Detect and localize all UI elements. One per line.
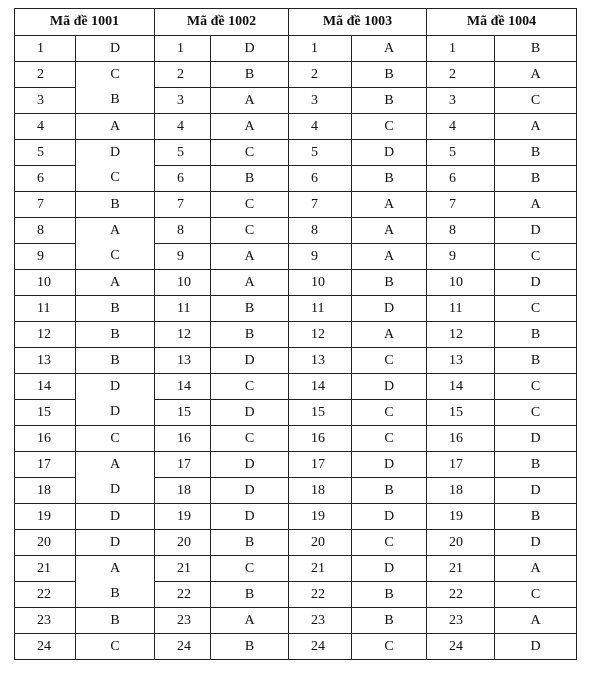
question-number-1004: 11 <box>427 296 495 322</box>
answer-1004: A <box>495 608 577 634</box>
question-number-1003: 8 <box>289 218 352 244</box>
question-number-1001: 11 <box>15 296 76 322</box>
question-number-1004: 14 <box>427 374 495 400</box>
answer-1004: B <box>495 140 577 166</box>
table-row <box>15 374 577 400</box>
question-number-1002: 12 <box>155 322 211 348</box>
question-number-1004: 10 <box>427 270 495 296</box>
question-number-1003: 18 <box>289 478 352 504</box>
answer-1004: D <box>495 218 577 244</box>
table-row <box>15 166 577 192</box>
question-number-1001: 7 <box>15 192 76 218</box>
answer-1002: D <box>211 400 289 426</box>
question-number-1001: 20 <box>15 530 76 556</box>
question-number-1002: 22 <box>155 582 211 608</box>
answer-rows <box>15 36 577 660</box>
question-number-1004: 18 <box>427 478 495 504</box>
answer-1001: C <box>76 62 155 88</box>
answer-1001: D <box>76 504 155 530</box>
answer-1003: B <box>352 88 427 114</box>
question-number-1001: 16 <box>15 426 76 452</box>
question-number-1001: 3 <box>15 88 76 114</box>
answer-1004: D <box>495 270 577 296</box>
answer-1001: B <box>76 192 155 218</box>
question-number-1001: 19 <box>15 504 76 530</box>
answer-1001: C <box>76 426 155 452</box>
question-number-1004: 24 <box>427 634 495 660</box>
question-number-1004: 9 <box>427 244 495 270</box>
answer-1004: B <box>495 36 577 62</box>
table-row <box>15 582 577 608</box>
question-number-1003: 11 <box>289 296 352 322</box>
answer-1001: D <box>76 36 155 62</box>
answer-1001: A <box>76 114 155 140</box>
answer-1004: B <box>495 322 577 348</box>
question-number-1002: 2 <box>155 62 211 88</box>
question-number-1002: 7 <box>155 192 211 218</box>
answer-1002: B <box>211 530 289 556</box>
question-number-1001: 17 <box>15 452 76 478</box>
question-number-1001: 21 <box>15 556 76 582</box>
question-number-1004: 15 <box>427 400 495 426</box>
table-row <box>15 218 577 244</box>
answer-1002: B <box>211 322 289 348</box>
table-row <box>15 192 577 218</box>
question-number-1004: 13 <box>427 348 495 374</box>
question-number-1003: 7 <box>289 192 352 218</box>
answer-1004: C <box>495 244 577 270</box>
answer-1001: C <box>76 166 155 192</box>
question-number-1002: 3 <box>155 88 211 114</box>
answer-1004: A <box>495 192 577 218</box>
answer-1002: D <box>211 452 289 478</box>
table-row <box>15 530 577 556</box>
question-number-1004: 6 <box>427 166 495 192</box>
table-row <box>15 244 577 270</box>
question-number-1001: 13 <box>15 348 76 374</box>
question-number-1002: 18 <box>155 478 211 504</box>
answer-1002: B <box>211 166 289 192</box>
answer-1003: D <box>352 374 427 400</box>
table-row <box>15 556 577 582</box>
answer-1003: B <box>352 478 427 504</box>
question-number-1004: 4 <box>427 114 495 140</box>
answer-1004: C <box>495 582 577 608</box>
question-number-1002: 4 <box>155 114 211 140</box>
table-row <box>15 140 577 166</box>
answer-1001: A <box>76 218 155 244</box>
answer-1002: C <box>211 192 289 218</box>
answer-1001: B <box>76 582 155 608</box>
header-variant-1002: Mã đề 1002 <box>155 9 289 36</box>
answer-1003: A <box>352 192 427 218</box>
question-number-1002: 23 <box>155 608 211 634</box>
question-number-1003: 16 <box>289 426 352 452</box>
question-number-1001: 4 <box>15 114 76 140</box>
answer-1002: C <box>211 374 289 400</box>
question-number-1002: 19 <box>155 504 211 530</box>
answer-1003: D <box>352 140 427 166</box>
question-number-1004: 1 <box>427 36 495 62</box>
answer-1001: D <box>76 140 155 166</box>
question-number-1001: 22 <box>15 582 76 608</box>
answer-1001: A <box>76 452 155 478</box>
question-number-1003: 13 <box>289 348 352 374</box>
header-variant-1003: Mã đề 1003 <box>289 9 427 36</box>
question-number-1001: 1 <box>15 36 76 62</box>
question-number-1001: 24 <box>15 634 76 660</box>
question-number-1003: 5 <box>289 140 352 166</box>
question-number-1002: 5 <box>155 140 211 166</box>
answer-1003: C <box>352 530 427 556</box>
answer-1003: B <box>352 608 427 634</box>
answer-1004: B <box>495 348 577 374</box>
answer-1004: A <box>495 62 577 88</box>
answer-1001: C <box>76 244 155 270</box>
answer-1003: C <box>352 400 427 426</box>
question-number-1002: 24 <box>155 634 211 660</box>
answer-1002: A <box>211 244 289 270</box>
answer-1001: D <box>76 374 155 400</box>
question-number-1004: 16 <box>427 426 495 452</box>
question-number-1003: 15 <box>289 400 352 426</box>
question-number-1002: 13 <box>155 348 211 374</box>
question-number-1004: 5 <box>427 140 495 166</box>
answer-1003: D <box>352 452 427 478</box>
question-number-1004: 7 <box>427 192 495 218</box>
question-number-1001: 9 <box>15 244 76 270</box>
answer-1003: A <box>352 36 427 62</box>
table-row <box>15 504 577 530</box>
table-row <box>15 114 577 140</box>
answer-1001: D <box>76 530 155 556</box>
question-number-1003: 4 <box>289 114 352 140</box>
answer-1002: C <box>211 140 289 166</box>
table-row <box>15 36 577 62</box>
question-number-1002: 8 <box>155 218 211 244</box>
question-number-1004: 12 <box>427 322 495 348</box>
table-row <box>15 478 577 504</box>
table-row <box>15 270 577 296</box>
answer-1003: C <box>352 114 427 140</box>
question-number-1003: 17 <box>289 452 352 478</box>
question-number-1002: 15 <box>155 400 211 426</box>
answer-1004: D <box>495 530 577 556</box>
header-variant-1001: Mã đề 1001 <box>15 9 155 36</box>
answer-1003: B <box>352 582 427 608</box>
question-number-1003: 1 <box>289 36 352 62</box>
answer-1002: B <box>211 634 289 660</box>
answer-1003: B <box>352 166 427 192</box>
question-number-1003: 9 <box>289 244 352 270</box>
answer-key-table <box>14 8 577 660</box>
answer-1004: C <box>495 88 577 114</box>
question-number-1004: 2 <box>427 62 495 88</box>
answer-1001: A <box>76 556 155 582</box>
answer-1003: A <box>352 322 427 348</box>
question-number-1004: 17 <box>427 452 495 478</box>
answer-1003: D <box>352 296 427 322</box>
answer-1004: B <box>495 166 577 192</box>
answer-1003: C <box>352 634 427 660</box>
question-number-1001: 5 <box>15 140 76 166</box>
answer-1004: C <box>495 400 577 426</box>
question-number-1002: 16 <box>155 426 211 452</box>
table-row <box>15 62 577 88</box>
answer-1001: B <box>76 296 155 322</box>
question-number-1001: 10 <box>15 270 76 296</box>
table-row <box>15 608 577 634</box>
answer-1002: D <box>211 36 289 62</box>
table-row <box>15 452 577 478</box>
question-number-1003: 22 <box>289 582 352 608</box>
question-number-1001: 15 <box>15 400 76 426</box>
question-number-1002: 20 <box>155 530 211 556</box>
question-number-1003: 21 <box>289 556 352 582</box>
answer-1003: D <box>352 556 427 582</box>
answer-1002: A <box>211 114 289 140</box>
answer-1002: B <box>211 296 289 322</box>
header-variant-1004: Mã đề 1004 <box>427 9 577 36</box>
question-number-1004: 19 <box>427 504 495 530</box>
question-number-1004: 22 <box>427 582 495 608</box>
answer-1002: B <box>211 582 289 608</box>
question-number-1001: 14 <box>15 374 76 400</box>
question-number-1003: 10 <box>289 270 352 296</box>
answer-1004: D <box>495 634 577 660</box>
table-row <box>15 426 577 452</box>
answer-1003: C <box>352 348 427 374</box>
answer-1004: D <box>495 478 577 504</box>
question-number-1001: 18 <box>15 478 76 504</box>
answer-1001: A <box>76 270 155 296</box>
question-number-1002: 17 <box>155 452 211 478</box>
answer-1001: B <box>76 88 155 114</box>
table-row <box>15 296 577 322</box>
question-number-1004: 23 <box>427 608 495 634</box>
answer-1001: D <box>76 478 155 504</box>
table-row <box>15 88 577 114</box>
answer-1002: C <box>211 218 289 244</box>
question-number-1003: 14 <box>289 374 352 400</box>
answer-1004: A <box>495 556 577 582</box>
answer-1002: D <box>211 478 289 504</box>
question-number-1003: 6 <box>289 166 352 192</box>
question-number-1001: 2 <box>15 62 76 88</box>
question-number-1004: 3 <box>427 88 495 114</box>
answer-1001: B <box>76 322 155 348</box>
question-number-1001: 6 <box>15 166 76 192</box>
question-number-1004: 8 <box>427 218 495 244</box>
answer-1004: B <box>495 452 577 478</box>
question-number-1003: 3 <box>289 88 352 114</box>
question-number-1004: 20 <box>427 530 495 556</box>
table-row <box>15 400 577 426</box>
answer-1003: D <box>352 504 427 530</box>
answer-1001: D <box>76 400 155 426</box>
question-number-1001: 23 <box>15 608 76 634</box>
answer-1001: C <box>76 634 155 660</box>
answer-1002: C <box>211 556 289 582</box>
answer-1003: B <box>352 62 427 88</box>
answer-1001: B <box>76 348 155 374</box>
question-number-1002: 9 <box>155 244 211 270</box>
answer-1002: A <box>211 88 289 114</box>
question-number-1003: 19 <box>289 504 352 530</box>
answer-1002: D <box>211 504 289 530</box>
question-number-1003: 12 <box>289 322 352 348</box>
answer-1003: B <box>352 270 427 296</box>
answer-1002: A <box>211 608 289 634</box>
answer-1004: C <box>495 374 577 400</box>
question-number-1002: 6 <box>155 166 211 192</box>
answer-1002: D <box>211 348 289 374</box>
answer-1004: A <box>495 114 577 140</box>
question-number-1003: 23 <box>289 608 352 634</box>
question-number-1002: 1 <box>155 36 211 62</box>
question-number-1002: 14 <box>155 374 211 400</box>
question-number-1004: 21 <box>427 556 495 582</box>
table-row <box>15 348 577 374</box>
answer-1002: C <box>211 426 289 452</box>
answer-1003: C <box>352 426 427 452</box>
question-number-1002: 21 <box>155 556 211 582</box>
answer-1003: A <box>352 218 427 244</box>
answer-1001: B <box>76 608 155 634</box>
answer-1002: A <box>211 270 289 296</box>
answer-1003: A <box>352 244 427 270</box>
answer-1004: C <box>495 296 577 322</box>
question-number-1003: 20 <box>289 530 352 556</box>
question-number-1001: 8 <box>15 218 76 244</box>
answer-1002: B <box>211 62 289 88</box>
question-number-1002: 10 <box>155 270 211 296</box>
question-number-1001: 12 <box>15 322 76 348</box>
answer-1004: B <box>495 504 577 530</box>
question-number-1002: 11 <box>155 296 211 322</box>
header-row <box>15 9 577 36</box>
answer-1004: D <box>495 426 577 452</box>
question-number-1003: 24 <box>289 634 352 660</box>
table-row <box>15 634 577 660</box>
table-row <box>15 322 577 348</box>
question-number-1003: 2 <box>289 62 352 88</box>
